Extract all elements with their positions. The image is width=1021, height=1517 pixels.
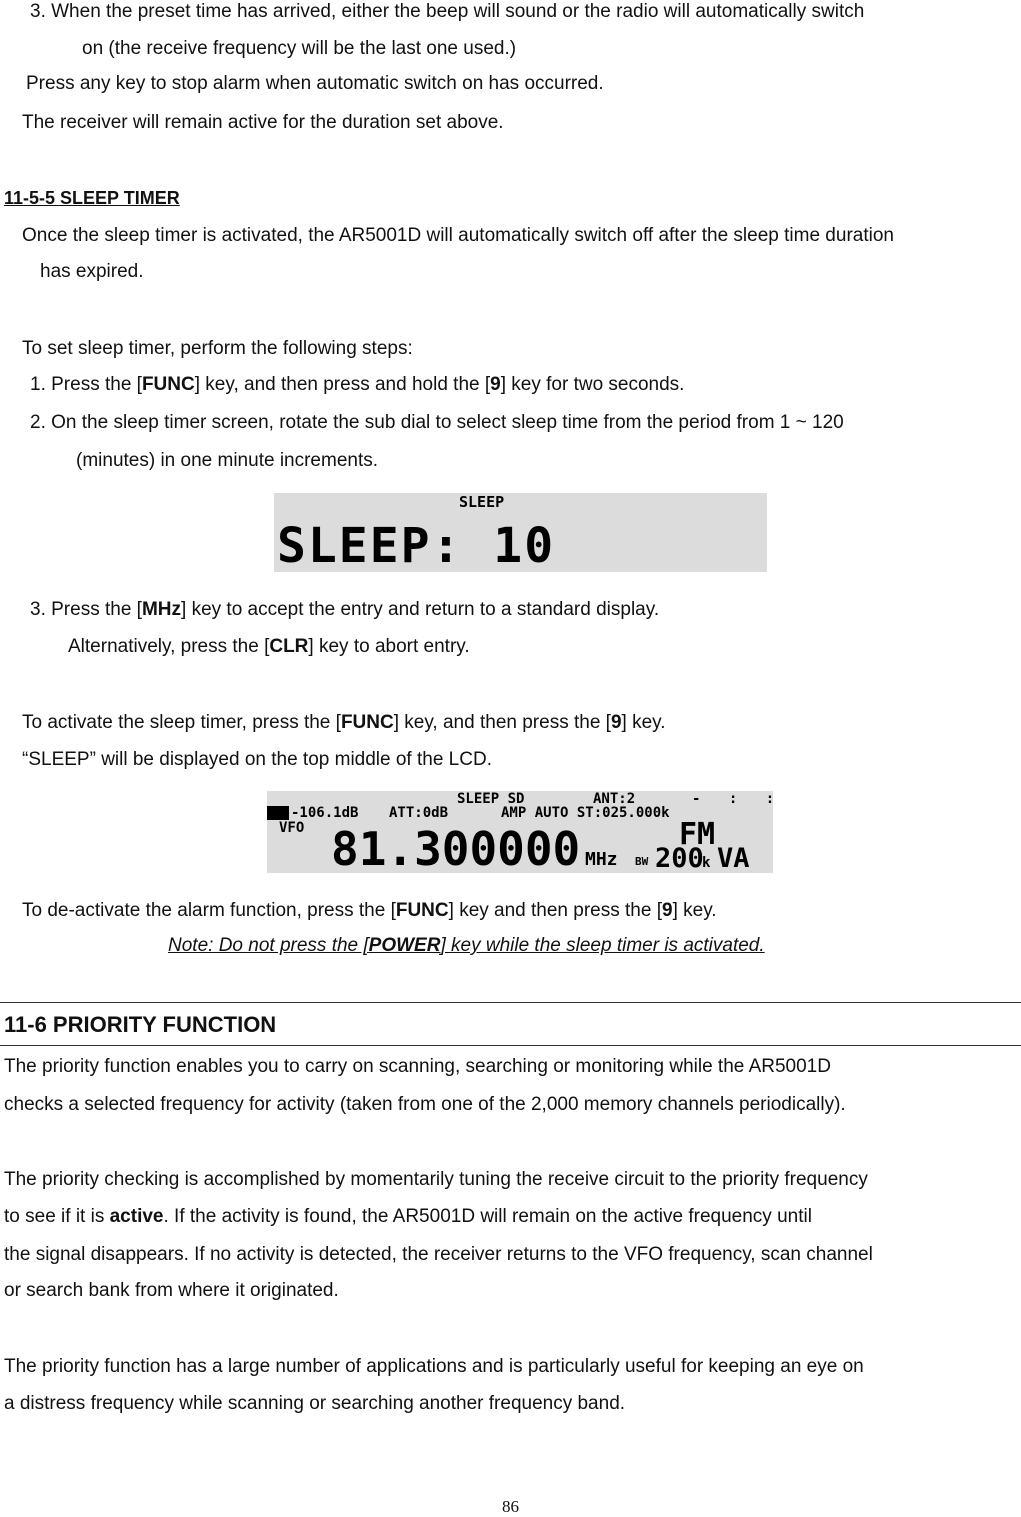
sleep-displayed-line: “SLEEP” will be displayed on the top middle of the LCD. (22, 749, 492, 770)
sleep-step3: 3. Press the [MHz] key to accept the entry and return to a standard display. (30, 599, 660, 620)
lcd-frequency: 81.300000 (331, 822, 581, 876)
lcd-sleep-sd: SLEEP SD (457, 791, 525, 807)
sleep-step1: 1. Press the [FUNC] key, and then press and hold the [9] key for two seconds. (30, 374, 685, 395)
lcd-mode-block (267, 806, 289, 820)
priority-p1-line2: checks a selected frequency for activity (taken from one of the 2,000 memory channels periodically). (4, 1094, 846, 1115)
priority-p3-line1: The priority function has a large number of applications and is particularly useful for keeping an eye on (4, 1356, 864, 1377)
lcd-vfo: VFO (279, 820, 305, 836)
alarm-stop-line: Press any key to stop alarm when automatic switch on has occurred. (26, 73, 604, 94)
section-rule-top (0, 1002, 1021, 1003)
priority-p2-line1: The priority checking is accomplished by momentarily tuning the receive circuit to the priority frequency (4, 1169, 868, 1190)
lcd-bw-label: BW (635, 855, 649, 868)
lcd-k: k (702, 855, 711, 871)
page-number: 86 (502, 1497, 519, 1516)
alarm-step3-line2: on (the receive frequency will be the last one used.) (82, 38, 517, 59)
sleep-intro-line2: has expired. (40, 261, 144, 282)
lcd-signal-level: -106.1dB (291, 805, 359, 821)
sleep-timer-heading: 11-5-5 SLEEP TIMER (4, 188, 180, 208)
lcd-sleep-main: SLEEP: 10 (277, 518, 556, 574)
lcd-unit: MHz (585, 849, 618, 870)
sleep-note: Note: Do not press the [POWER] key while the sleep timer is activated. (168, 935, 765, 956)
priority-heading: 11-6 PRIORITY FUNCTION (4, 1012, 277, 1037)
lcd-sleep-top-label: SLEEP (459, 493, 505, 511)
sleep-step3-alt: Alternatively, press the [CLR] key to abort entry. (68, 636, 470, 657)
alarm-step3-line1: 3. When the preset time has arrived, either the beep will sound or the radio will automatically switch (30, 1, 865, 22)
sleep-lcd-screen (274, 493, 767, 572)
sleep-deactivate-line: To de-activate the alarm function, press the [FUNC] key and then press the [9] key. (22, 900, 717, 921)
priority-p1-line1: The priority function enables you to carry on scanning, searching or monitoring while the AR5001D (4, 1056, 831, 1077)
alarm-duration-line: The receiver will remain active for the duration set above. (22, 112, 504, 133)
section-rule-bottom (0, 1045, 1021, 1046)
priority-p3-line2: a distress frequency while scanning or searching another frequency band. (4, 1393, 626, 1414)
priority-p2-line3: the signal disappears. If no activity is detected, the receiver returns to the VFO frequency, scan channel (4, 1244, 873, 1265)
sleep-step2-line1: 2. On the sleep timer screen, rotate the sub dial to select sleep time from the period from 1 ~ 120 (30, 412, 844, 433)
lcd-antenna: ANT:2 (593, 791, 636, 807)
lcd-va: VA (717, 843, 750, 874)
main-lcd-screen (267, 791, 785, 876)
lcd-bandwidth: 200 (655, 843, 704, 874)
sleep-intro-line1: Once the sleep timer is activated, the AR5001D will automatically switch off after the sleep time duration (22, 225, 894, 246)
lcd-amp-step: AMP AUTO ST:025.000k (501, 805, 670, 821)
sleep-step2-line2: (minutes) in one minute increments. (76, 450, 379, 471)
lcd-clock: - : : (692, 791, 785, 807)
lcd-mode: FM (679, 817, 716, 852)
priority-p2-line4: or search bank from where it originated. (4, 1280, 339, 1301)
sleep-activate-line: To activate the sleep timer, press the [FUNC] key, and then press the [9] key. (22, 712, 666, 733)
sleep-steps-intro: To set sleep timer, perform the following steps: (22, 338, 413, 359)
lcd-att: ATT:0dB (389, 805, 449, 821)
priority-p2-line2: to see if it is active. If the activity is found, the AR5001D will remain on the active frequency until (4, 1206, 812, 1227)
